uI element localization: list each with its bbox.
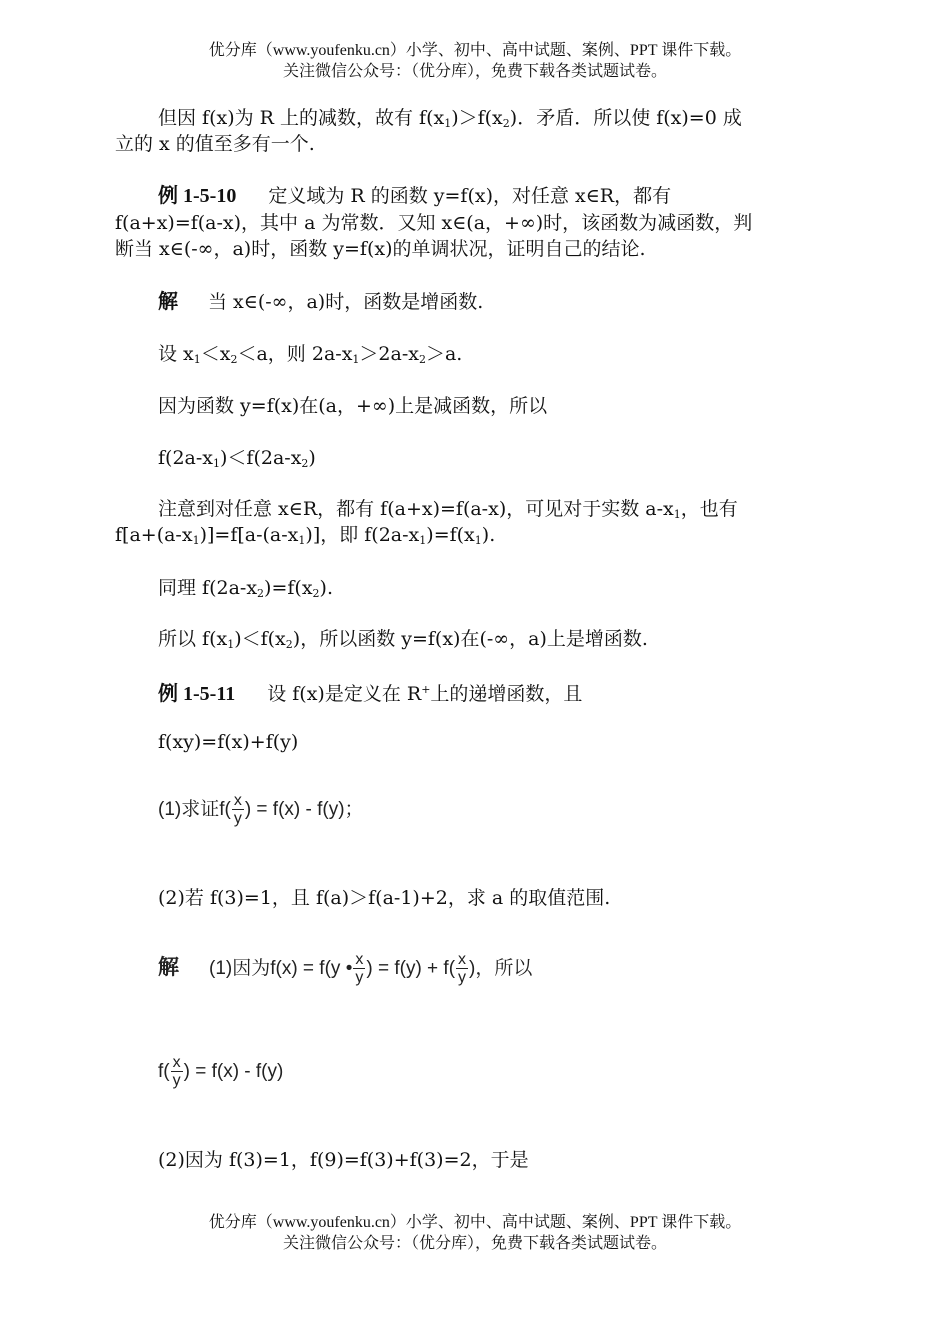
example-10-line-1: 例 1-5-10 定义域为 R 的函数 y=f(x)，对任意 x∈R，都有	[158, 185, 672, 207]
example-10-line-3: 断当 x∈(-∞，a)时，函数 y=f(x)的单调状况，证明自己的结论.	[115, 238, 646, 260]
example-11-question-2: (2)若 f(3)=1，且 f(a)＞f(a-1)+2，求 a 的取值范围.	[158, 887, 611, 909]
example-11-label: 例 1-5-11	[158, 683, 236, 705]
fraction-x-over-y: $\frac{x}{y}$	[233, 792, 242, 828]
solution-10-conclusion: 所以 $f(x_1)<f(x_2)$，所以函数 y=f(x)在(-∞，a)上是增函数.	[158, 628, 648, 651]
example-11-line: 例 1-5-11 设 f(x)是定义在 R+上的递增函数，且	[158, 683, 583, 705]
solution-10-line: 解 当 x∈(-∞，a)时，函数是增函数.	[158, 291, 484, 313]
contradiction-line-1: 但因 f(x)为 R 上的减数，故有 $f(x_1)>f(x_2)$．矛盾．所以使 f(x)=0 成	[158, 107, 742, 130]
solution-10-because: 因为函数 y=f(x)在(a，+∞)上是减函数，所以	[158, 395, 548, 417]
example-10-label: 例 1-5-10	[158, 185, 237, 207]
solution-11-formula-1: 解 (1)因为f(x) = f(y • $\frac{x}{y}$ ) = f(y) + f( $\frac{x}{y}$ )，所以	[158, 951, 533, 987]
solution-10-note-line-1: 注意到对任意 x∈R，都有 f(a+x)=f(a-x)，可见对于实数 $a-x_1$，也有	[158, 498, 738, 521]
contradiction-line-2: 立的 x 的值至多有一个.	[115, 133, 315, 155]
solution-10-label: 解	[158, 291, 178, 313]
example-11-question-1: (1)求证f( $\frac{x}{y}$ ) = f(x) - f(y)；	[158, 792, 364, 828]
fraction-x-over-y: $\frac{x}{y}$	[458, 951, 467, 987]
solution-10-inequality: $f(2a-x_1)<f(2a-x_2)$	[158, 447, 316, 470]
example-10-line-2: f(a+x)=f(a-x)，其中 a 为常数．又知 x∈(a，+∞)时，该函数为减函数，判	[115, 212, 753, 234]
solution-11-formula-2: f( $\frac{x}{y}$ ) = f(x) - f(y)	[158, 1054, 284, 1090]
footer-line-2: 关注微信公众号：（优分库），免费下载各类试题试卷。	[282, 1235, 667, 1252]
solution-11-label: 解	[158, 955, 179, 979]
solution-10-note-line-2: $f[a+(a-x_1)]=f[a-(a-x_1)]$，即 $f(2a-x_1)=f(x_1)$.	[115, 524, 496, 547]
header-line-2: 关注微信公众号：（优分库），免费下载各类试题试卷。	[282, 63, 667, 80]
solution-11-part-2: (2)因为 f(3)=1，f(9)=f(3)+f(3)=2，于是	[158, 1149, 529, 1171]
footer-line-1: 优分库（www.youfenku.cn）小学、初中、高中试题、案例、PPT 课件下载。	[208, 1214, 742, 1231]
example-11-equation: f(xy)=f(x)+f(y)	[158, 731, 299, 753]
solution-10-likewise: 同理 $f(2a-x_2)=f(x_2)$.	[158, 577, 333, 600]
solution-10-setup: 设 $x_1<x_2<a$，则 $2a-x_1>2a-x_2>a$.	[158, 343, 463, 366]
fraction-x-over-y: $\frac{x}{y}$	[355, 951, 364, 987]
fraction-x-over-y: $\frac{x}{y}$	[172, 1054, 181, 1090]
header-line-1: 优分库（www.youfenku.cn）小学、初中、高中试题、案例、PPT 课件下载。	[208, 42, 742, 59]
